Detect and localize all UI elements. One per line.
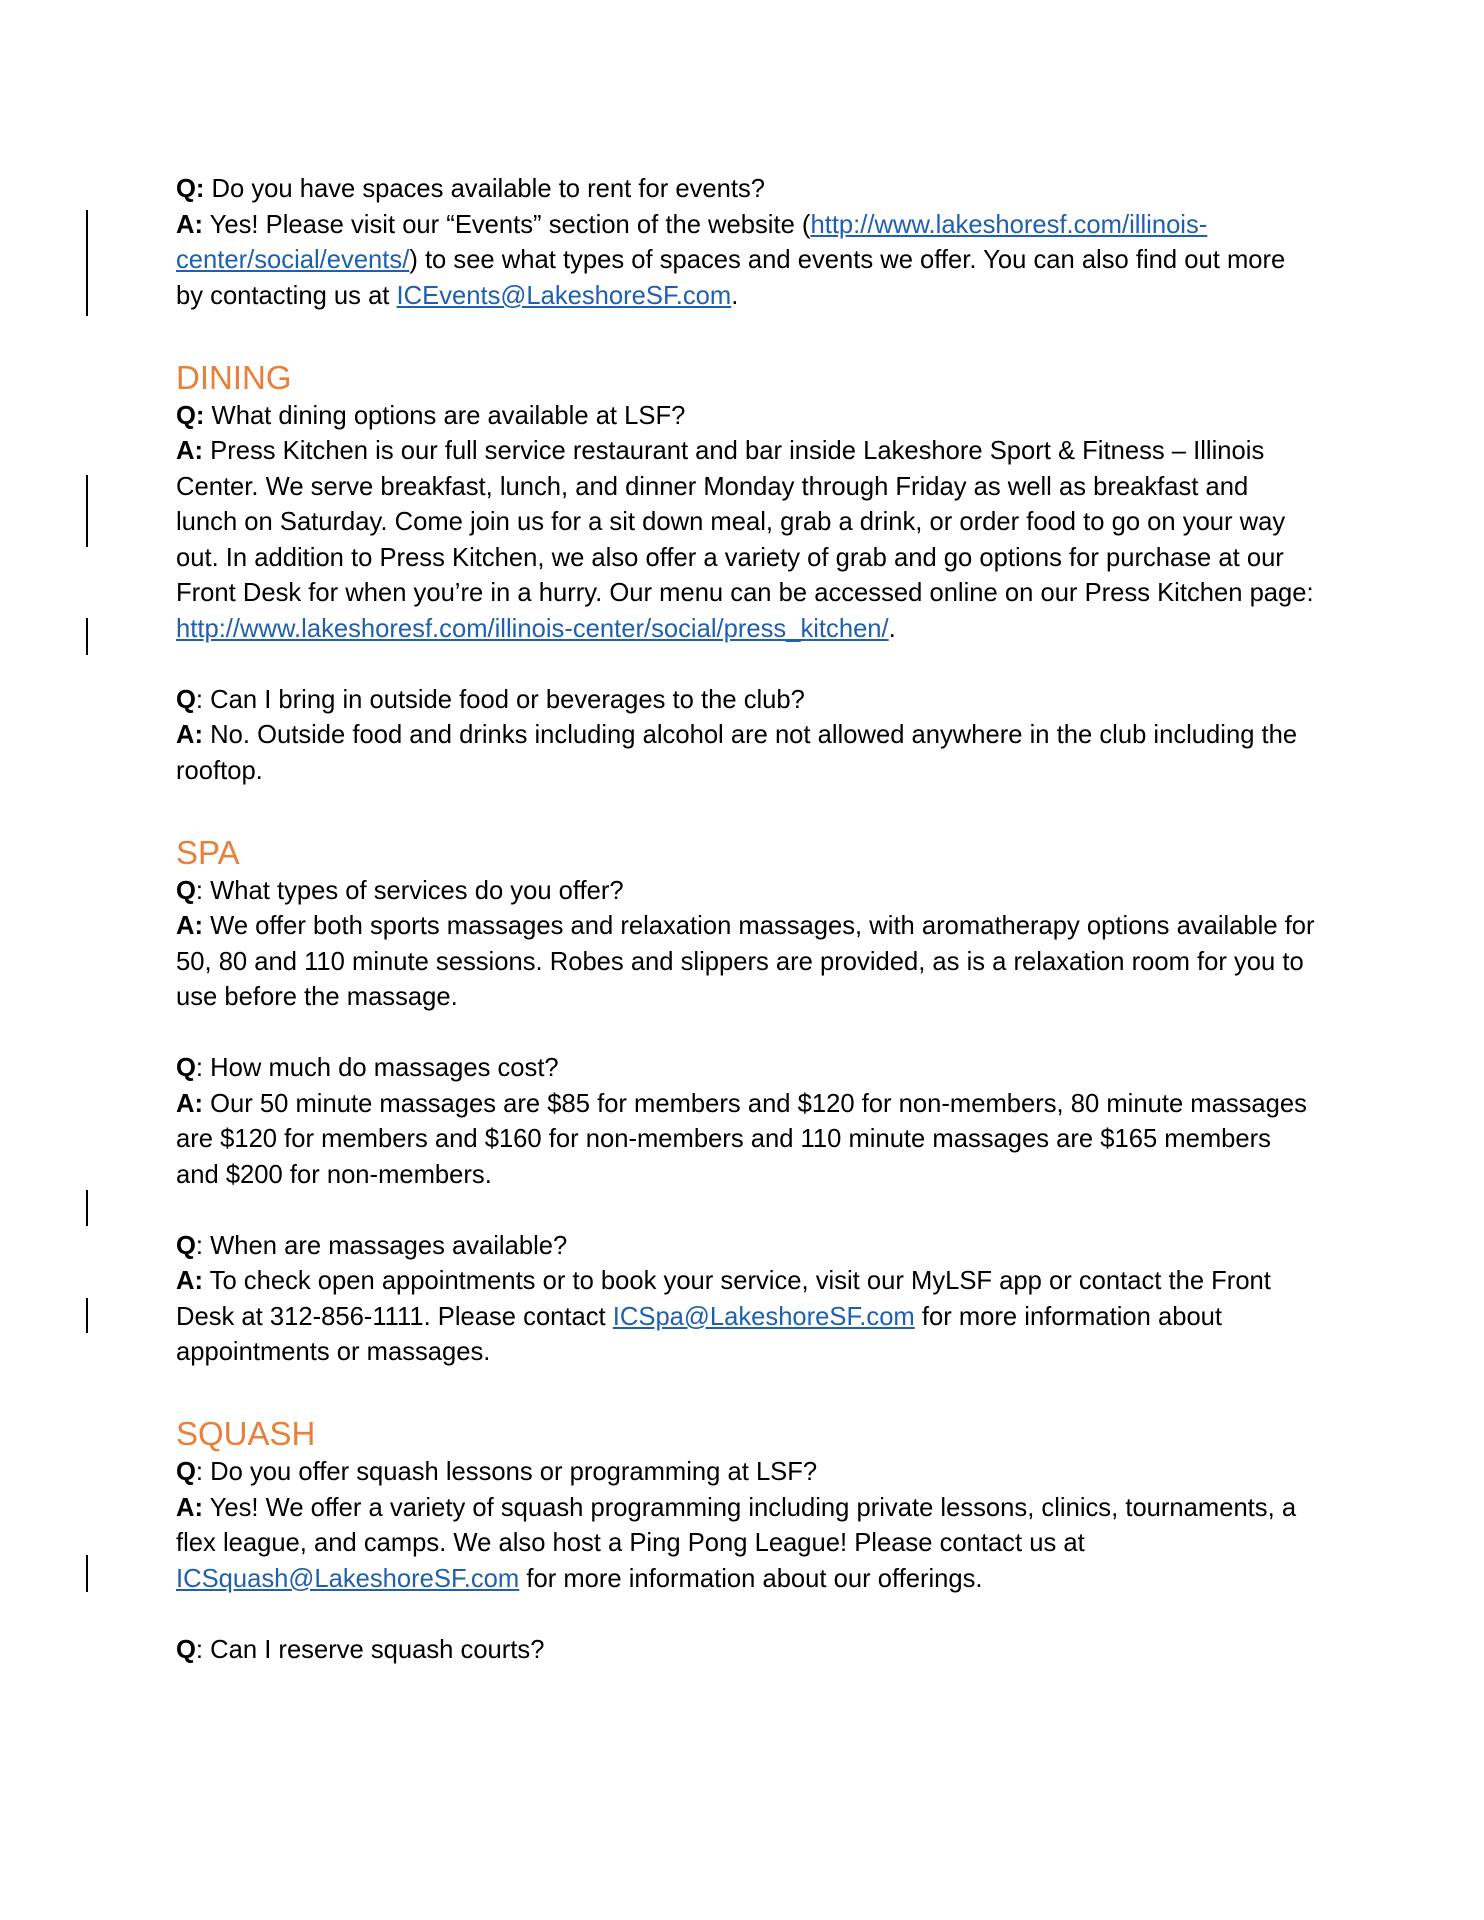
- question: [176, 1455, 1316, 1491]
- question-text: : How much do massages cost?: [195, 1054, 559, 1082]
- answer-text: .: [888, 614, 896, 643]
- question-text: : What types of services do you offer?: [195, 876, 624, 905]
- question-text: What dining options are available at LSF?: [204, 401, 686, 430]
- press-kitchen-link[interactable]: http://www.lakeshoresf.com/illinois-center/social/press_kitchen/: [176, 614, 889, 643]
- answer: [176, 208, 1316, 315]
- question: [176, 1229, 1316, 1265]
- spa-email-link[interactable]: ICSpa@LakeshoreSF.com: [612, 1302, 915, 1331]
- answer: [176, 434, 1316, 647]
- answer-label: A:: [176, 1089, 204, 1118]
- question-label: Q:: [176, 175, 205, 203]
- answer-text: No. Outside food and drinks including alcohol are not allowed anywhere in the club including the rooftop.: [176, 721, 1298, 785]
- question-text: : When are massages available?: [195, 1231, 568, 1260]
- question: [176, 1633, 1316, 1669]
- question-label: Q: [176, 1458, 196, 1486]
- answer-text: We offer both sports massages and relaxation massages, with aromatherapy options available for 50, 80 and 110 minute sessions. Robes and slippers are provided, as is a relaxation room for you to use before the massage.: [176, 912, 1315, 1011]
- answer-label: A:: [176, 1493, 204, 1522]
- answer: [176, 718, 1316, 789]
- question-text: : Do you offer squash lessons or programming at LSF?: [195, 1458, 818, 1486]
- spa-faq-cost: [176, 1051, 1316, 1193]
- answer: [176, 1491, 1316, 1598]
- answer-label: A:: [176, 912, 204, 940]
- section-heading-spa: SPA: [176, 833, 240, 871]
- answer-label: A:: [176, 1267, 204, 1295]
- dining-faq-outside-food: [176, 683, 1316, 790]
- question-label: Q: [176, 876, 196, 905]
- answer: [176, 1087, 1316, 1194]
- change-bar: [86, 618, 88, 655]
- section-heading-squash: SQUASH: [176, 1415, 316, 1452]
- question-label: Q: [176, 1054, 196, 1082]
- answer: [176, 909, 1316, 1016]
- question-text: : Can I reserve squash courts?: [195, 1635, 545, 1664]
- events-faq: [176, 172, 1316, 314]
- question: [176, 683, 1316, 719]
- answer-text: Yes! Please visit our “Events” section of the website (: [203, 210, 811, 239]
- spa-faq-availability: [176, 1229, 1316, 1371]
- change-bar: [86, 1190, 88, 1226]
- answer-text: for more information about appointments or massages.: [176, 1302, 1223, 1366]
- change-bar: [86, 210, 88, 316]
- faq-content: [176, 172, 1316, 1668]
- events-email-link[interactable]: ICEvents@LakeshoreSF.com: [396, 281, 732, 310]
- change-bar: [86, 1298, 88, 1333]
- squash-faq-lessons: [176, 1455, 1316, 1597]
- answer-text: for more information about our offerings.: [519, 1564, 983, 1593]
- squash-faq-reserve: [176, 1633, 1316, 1669]
- spa-faq-services: [176, 874, 1316, 1016]
- question: [176, 874, 1316, 910]
- question: [176, 172, 1316, 208]
- question-text: Do you have spaces available to rent for events?: [204, 175, 765, 203]
- question: [176, 399, 1316, 435]
- answer-text: To check open appointments or to book your service, visit our MyLSF app or contact the Front Desk at 312-856-1111. Please contact: [176, 1267, 1271, 1331]
- question-label: Q: [176, 685, 196, 714]
- answer-text: Press Kitchen is our full service restaurant and bar inside Lakeshore Sport & Fitness – Illinois Center. We serve breakfast, lunch, and dinner Monday through Friday as well as breakfast and lunch on Saturday. Come join us for a sit down meal, grab a drink, or order food to go on your way out. In addition to Press Kitchen, we also offer a variety of grab and go options for purchase at our Front Desk for when you’re in a hurry. Our menu can be accessed online on our Press Kitchen page:: [176, 437, 1314, 607]
- squash-email-link[interactable]: ICSquash@LakeshoreSF.com: [176, 1564, 520, 1593]
- question-label: Q: [176, 1635, 196, 1664]
- dining-faq-options: [176, 399, 1316, 648]
- question-label: Q: [176, 1231, 196, 1260]
- events-page-link[interactable]: http://www.lakeshoresf.com/illinois-center/social/events/: [176, 210, 1208, 274]
- section-heading-dining: DINING: [176, 358, 292, 396]
- change-bar: [86, 1555, 88, 1592]
- answer-text: ) to see what types of spaces and events we offer. You can also find out more by contacting us at: [176, 246, 1286, 310]
- answer-label: A:: [176, 721, 204, 749]
- answer-text: Yes! We offer a variety of squash programming including private lessons, clinics, tournaments, a flex league, and camps. We also host a Ping Pong League! Please contact us at: [176, 1493, 1297, 1557]
- answer-label: A:: [176, 210, 204, 239]
- answer: [176, 1264, 1316, 1371]
- answer-text: Our 50 minute massages are $85 for members and $120 for non-members, 80 minute massages are $120 for members and $160 for non-members and 110 minute massages are $165 members and $200 for non-members.: [176, 1089, 1307, 1189]
- change-bar: [86, 475, 88, 547]
- question: [176, 1051, 1316, 1087]
- answer-label: A:: [176, 437, 204, 465]
- question-label: Q:: [176, 401, 205, 430]
- question-text: : Can I bring in outside food or beverages to the club?: [195, 685, 805, 714]
- answer-text: .: [731, 281, 739, 310]
